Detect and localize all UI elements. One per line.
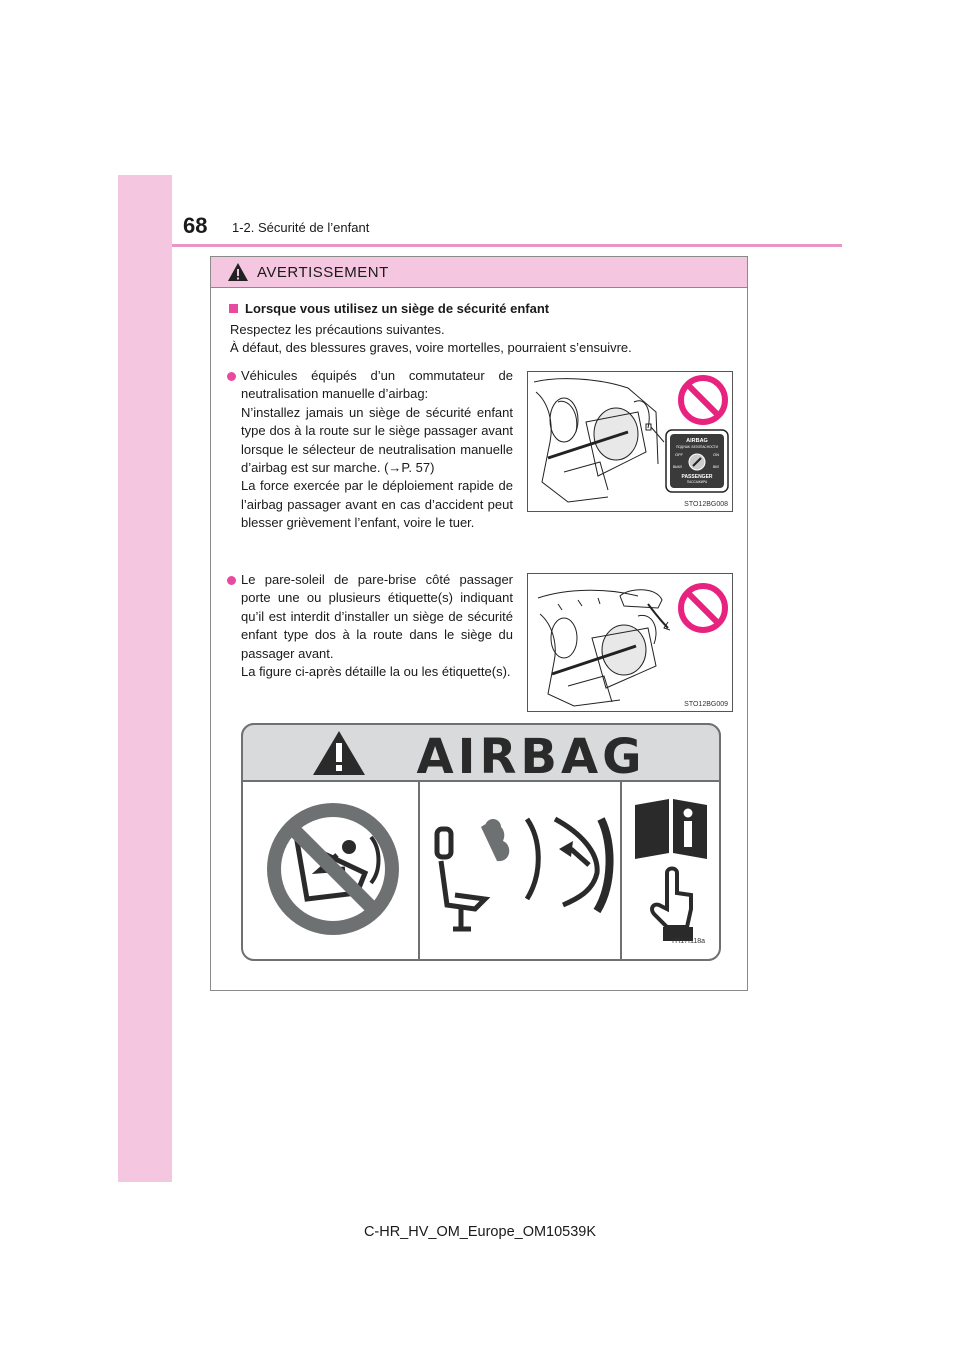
airbag-title: AIRBAG — [416, 729, 646, 785]
round-bullet-icon — [227, 372, 236, 381]
warning-header — [211, 257, 747, 288]
switch-on-text: ON — [713, 452, 719, 457]
switch-passenger-text: PASSENGER — [681, 474, 713, 480]
intro-text: Respectez les précautions suivantes. À défaut, des blessures graves, voire mortelles, pourraient s’ensuivre. — [230, 322, 632, 355]
footer-doc-id: C-HR_HV_OM_Europe_OM10539K — [363, 1224, 597, 1240]
square-bullet-icon — [229, 304, 238, 313]
figure-airbag-switch — [527, 371, 733, 512]
switch-passenger-ru-text: ПАССАЖИРА — [686, 480, 708, 484]
airbag-warning-label — [241, 723, 721, 961]
sun-visor-illustration — [528, 574, 732, 711]
subheading-text: Lorsque vous utilisez un siège de sécurité enfant — [245, 301, 550, 316]
switch-on-ru-text: ВКЛ — [713, 465, 720, 469]
switch-off-ru-text: ВЫКЛ — [673, 465, 682, 469]
bullet-text: Le pare-soleil de pare-brise côté passager porte une ou plusieurs étiquette(s) indiquant qu’il est interdit d’installer un siège de sécurité enfant type dos à la route dans le siège du passager avant. La figure ci-après détaille la ou les étiquette(s). — [241, 572, 513, 680]
warning-box — [210, 256, 748, 991]
page-number: 68 — [183, 213, 208, 238]
figure-sun-visor — [527, 573, 733, 712]
warning-subheading — [229, 301, 549, 316]
switch-subtitle-text: ПОДУШК. БЕЗОПАСНОСТИ — [676, 445, 718, 449]
section-title: 1-2. Sécurité de l’enfant — [232, 220, 370, 235]
switch-airbag-text: AIRBAG — [686, 438, 708, 444]
figure-code: STO12BG008 — [684, 501, 728, 508]
round-bullet-icon — [227, 576, 236, 585]
switch-off-text: OFF — [675, 452, 683, 457]
no-child-seat-icon — [267, 803, 399, 935]
label-code: ITI17I118a — [672, 938, 705, 945]
bullet-text: Véhicules équipés d’un commutateur de neutralisation manuelle d’airbag: N’installez jamais un siège de sécurité enfant type dos à la route sur le siège passager avant lorsque le sélecteur de neutralisation manuelle d’airbag est sur marche. (→P. 57) La force exercée par le déploiement rapide de l’airbag passager avant en cas d’accident peut blesser grièvement l’enfant, voire le tuer. — [241, 368, 513, 531]
warning-triangle-icon — [227, 262, 249, 282]
airbag-switch-illustration — [528, 372, 732, 511]
figure-code: STO12BG009 — [684, 701, 728, 708]
side-tab-band — [118, 175, 172, 1182]
bullet-item — [227, 367, 513, 533]
airbag-label-illustration — [241, 723, 721, 961]
bullet-item — [227, 571, 513, 681]
warning-title: AVERTISSEMENT — [257, 263, 389, 281]
header-rule — [172, 244, 842, 247]
